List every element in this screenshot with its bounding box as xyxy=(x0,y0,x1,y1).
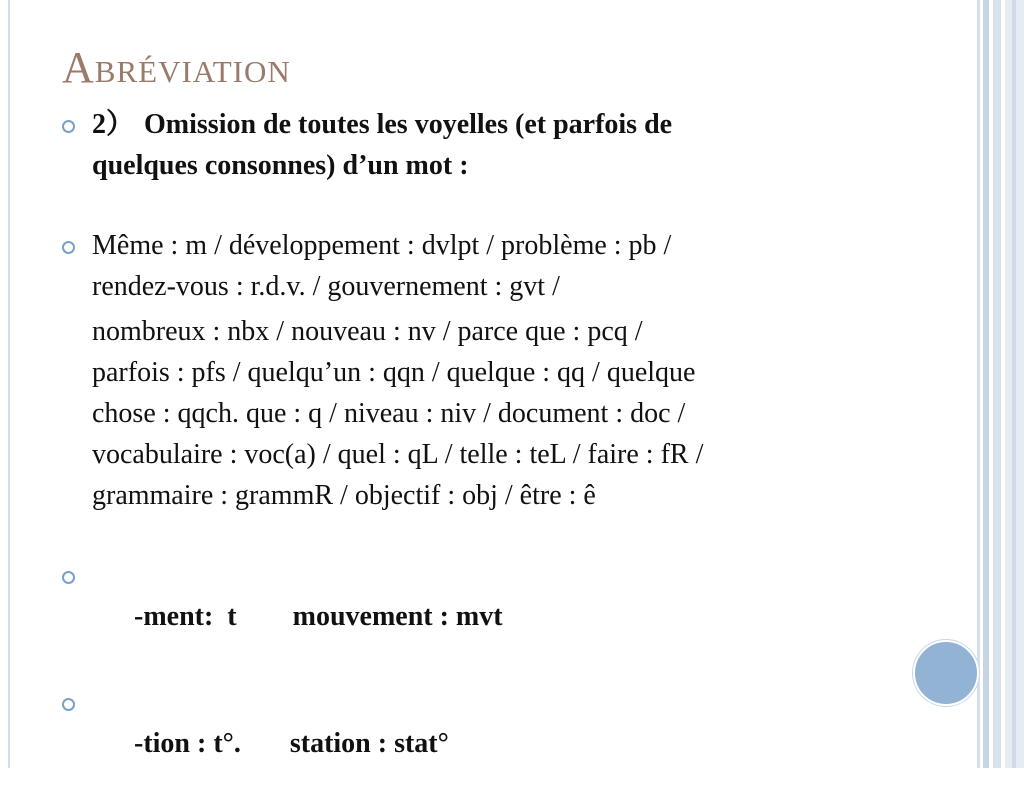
bullet-icon xyxy=(62,241,75,254)
bullet-item-ment xyxy=(60,555,940,678)
bullet-icon xyxy=(62,698,75,711)
item-text: -tion : t°. station : stat° xyxy=(134,728,449,759)
item-text-line: parfois : pfs / quelqu’un : qqn / quelque : qq / quelque xyxy=(92,357,696,388)
item-text-line: Omission de toutes les voyelles (et parfois de xyxy=(144,109,673,140)
item-text-line: rendez-vous : r.d.v. / gouvernement : gvt / xyxy=(92,271,560,302)
item-text-line: chose : qqch. que : q / niveau : niv / document : doc / xyxy=(92,398,686,429)
right-stripe xyxy=(983,0,989,768)
item-text-line: Même : m / développement : dvlpt / problème : pb / xyxy=(92,230,672,261)
item-text-line: nombreux : nbx / nouveau : nv / parce que : pcq / xyxy=(92,316,643,347)
item-number: 2） xyxy=(92,109,135,140)
slide-body xyxy=(60,104,940,805)
right-stripe xyxy=(993,0,1001,768)
bullet-item-omission xyxy=(60,104,940,186)
left-frame-line xyxy=(8,0,10,768)
slide-title: Abréviation xyxy=(62,43,291,92)
bullet-item-examples xyxy=(60,225,940,307)
bullet-icon xyxy=(62,571,75,584)
right-stripe xyxy=(977,0,980,768)
examples-continued xyxy=(60,311,940,516)
right-stripe xyxy=(1012,0,1016,768)
bullet-item-tion xyxy=(60,682,940,805)
item-text-line: vocabulaire : voc(a) / quel : qL / telle : teL / faire : fR / xyxy=(92,439,704,470)
item-text: -ment: t mouvement : mvt xyxy=(134,601,503,632)
item-text-line: quelques consonnes) d’un mot : xyxy=(92,150,469,181)
item-text-line: grammaire : grammR / objectif : obj / être : ê xyxy=(92,480,596,511)
bullet-icon xyxy=(62,120,75,133)
